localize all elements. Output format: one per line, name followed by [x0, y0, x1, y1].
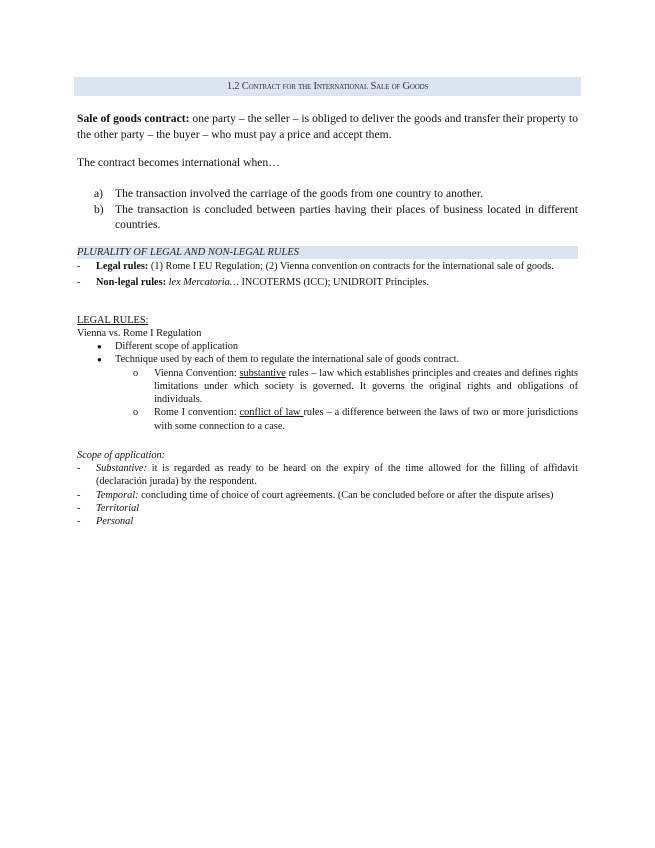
list-marker: -	[77, 463, 81, 474]
legal-rules-bullets	[77, 340, 578, 433]
list-item-text: The transaction is concluded between parties having their places of business located in different countries.	[115, 202, 578, 231]
list-item	[77, 502, 578, 515]
list-item	[77, 186, 578, 202]
item-text: rules – law which establishes principles and creates and defines rights limitations under which society is governed. It governs the original rights and obligations of individuals.	[154, 367, 578, 406]
plurality-heading: PLURALITY OF LEGAL AND NON-LEGAL RULES	[77, 246, 578, 259]
sub-list-item	[77, 367, 578, 407]
item-label: Substantive:	[96, 463, 147, 474]
list-marker: -	[77, 502, 81, 514]
list-marker: -	[77, 261, 81, 272]
bullet-icon: ●	[97, 342, 102, 351]
conditions-list	[77, 186, 578, 233]
list-item	[77, 462, 578, 489]
item-prefix: Vienna Convention:	[154, 367, 240, 379]
item-label: Territorial	[96, 502, 140, 514]
intro-text: The contract becomes international when…	[77, 156, 280, 169]
item-italic: lex Mercatoria…	[166, 277, 239, 289]
plurality-list	[77, 260, 578, 290]
circle-bullet-icon: o	[133, 367, 139, 379]
list-marker: b)	[94, 202, 104, 216]
item-label: Non-legal rules:	[96, 277, 167, 289]
item-text: (1) Rome I EU Regulation; (2) Vienna convention on contracts for the international sale of goods.	[148, 261, 554, 272]
item-text: it is regarded as ready to be heard on the expiry of the time allowed for the filling of affidavit (declaración jurada) by the respondent.	[96, 463, 578, 488]
bullet-icon: ●	[97, 355, 102, 365]
item-label: Personal	[96, 516, 134, 528]
item-underlined: substantive	[239, 367, 286, 379]
item-underlined: conflict of law	[239, 407, 304, 419]
list-item-text: The transaction involved the carriage of the goods from one country to another.	[115, 187, 483, 200]
definition-term: Sale of goods contract:	[77, 112, 190, 125]
list-marker: -	[77, 516, 81, 528]
list-marker: a)	[94, 187, 104, 200]
list-item-text: Technique used by each of them to regulate the international sale of goods contract.	[115, 354, 460, 366]
scope-list	[77, 462, 578, 528]
list-marker: -	[77, 489, 81, 501]
list-item	[77, 489, 578, 502]
item-label: Legal rules:	[96, 261, 149, 272]
list-item	[77, 276, 578, 289]
item-prefix: Rome I convention:	[154, 407, 240, 419]
list-item	[77, 340, 578, 353]
legal-rules-subheading: Vienna vs. Rome I Regulation	[77, 328, 202, 339]
sub-list-item	[77, 406, 578, 433]
list-item	[77, 515, 578, 528]
definition-text: one party – the seller – is obliged to deliver the goods and transfer their property to the other party – the buyer – who must pay a price and accept them.	[77, 112, 578, 141]
item-label: Temporal:	[96, 489, 139, 501]
list-marker: -	[77, 277, 81, 289]
list-item	[77, 260, 578, 273]
definition-paragraph	[77, 111, 578, 143]
item-text: concluding time of choice of court agreements. (Can be concluded before or after the dispute arises)	[138, 489, 554, 501]
list-item	[77, 202, 578, 233]
legal-rules-heading	[77, 314, 578, 327]
item-text: rules – a difference between the laws of two or more jurisdictions with some connection to a case.	[154, 407, 578, 432]
scope-heading: Scope of application:	[77, 450, 166, 461]
item-text: INCOTERMS (ICC); UNIDROIT Principles.	[238, 277, 429, 289]
circle-bullet-icon: o	[133, 407, 139, 419]
section-title: 1.2 Contract for the International Sale of Goods	[74, 77, 581, 96]
heading-text: LEGAL RULES:	[77, 315, 149, 326]
list-item	[77, 353, 578, 366]
list-item-text: Different scope of application	[115, 341, 239, 352]
